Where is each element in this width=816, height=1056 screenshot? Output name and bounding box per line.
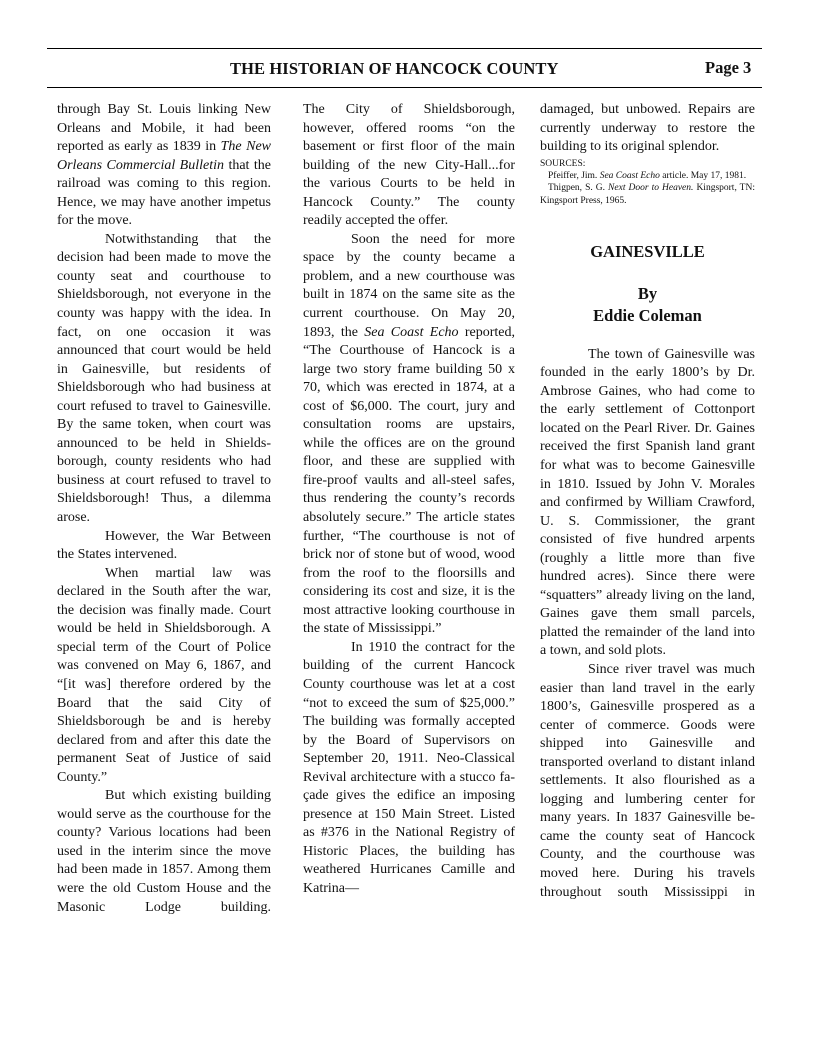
col1-paragraph-1: through Bay St. Louis linking New Orleans and Mobile, it had been reported as early as 1839 in The New Orleans Commercial Bulletin that the railroad was coming to this region. Hence, we may have another impetus for the move. xyxy=(57,102,271,229)
header-rule-bottom xyxy=(47,87,762,88)
col1-paragraph-5: But which existing building would serve as the courthouse for the county? Various locations had been used in the interim since the move had been made in 1857. Among them were the old Custom House and the Masonic Lodge building. xyxy=(57,788,271,915)
article-title: GAINESVILLE xyxy=(590,242,705,262)
col2-paragraph-1: The City of Shieldsborough, however, offered rooms “on the basement or first floor of the main building of the new City-Hall...for the various Courts to be held in Hancock County.” The county readily accepted the offer. xyxy=(303,102,515,229)
column-3 xyxy=(540,101,755,902)
byline-author: Eddie Coleman xyxy=(593,305,702,325)
col1-paragraph-4: When martial law was declared in the South after the war, the decision was finally made. Court would be held in Shieldsborough. A special term of the Court of Police was convened on May 6, 1867, and “[it was] therefore ordered by the Board that the said City of Shieldsborough be and is hereby declared from and after this date the permanent Seat of Justice of said County.” xyxy=(57,565,271,785)
column-1 xyxy=(57,101,271,917)
masthead-title: THE HISTORIAN OF HANCOCK COUNTY xyxy=(230,59,559,78)
col3-paragraph-2: The town of Gainesville was founded in the early 1800’s by Dr. Ambrose Gaines, who had come to the early settlement of Cottonport located on the Pearl River. Dr. Gaines received the first Spanish land grant for what was to become Gainesville in 1810. Issued by John V. Morales and confirmed by William Crawford, U. S. Commissioner, the grant consisted of five hundred arpents (roughly a little more than five hundred acres). Since there were “squatters” already living on the land, Gaines gave them small parcels, platted the remainder of the land into a town, and sold plots. xyxy=(540,346,755,659)
col1-paragraph-2: Notwithstanding that the decision had been made to move the county seat and courthouse to Shieldsborough, not everyone in the county was happy with the idea. In fact, on one occasion it was announced that court would be held in Gainesville, but residents of Shieldsborough who had business at court refused to travel to Gainesville. By the same token, when court was announced to be held in Shieldsborough, county residents who had business at court refused to travel to Shieldsborough! Thus, a dilemma arose. xyxy=(57,231,271,526)
col2-paragraph-2: Soon the need for more space by the county became a problem, and a new courthouse was built in 1874 on the same site as the current courthouse. On May 20, 1893, the Sea Coast Echo reported, “The Courthouse of Hancock is a large two story frame building 50 x 70, which was erected in 1874, at a cost of $6,000. The court, jury and consultation rooms are upstairs, while the offices are on the ground floor, and these are supplied with fire-proof vaults and all-steel safes, thus rendering the county’s records absolutely secure.” The article states further, “The courthouse is not of brick nor of stone but of wood, wood from the roof to the floorsills and considering its cost and size, it is the most attractive looking courthouse in the state of Mississippi.” xyxy=(303,231,516,637)
col1-paragraph-3: However, the War Between the States intervened. xyxy=(57,528,271,563)
spacer xyxy=(540,326,755,346)
source-citation-2: Thigpen, S. G. Next Door to Heaven. Kingsport, TN: Kingsport Press, 1965. xyxy=(540,183,755,206)
newspaper-title: The New Orleans Commercial Bulletin xyxy=(57,139,271,173)
source-citation-1: Pfeiffer, Jim. Sea Coast Echo article. May 17, 1981. xyxy=(548,170,747,181)
byline-by: By xyxy=(637,283,658,303)
column-2 xyxy=(303,101,515,899)
newspaper-title: Sea Coast Echo xyxy=(364,324,459,340)
col3-paragraph-3: Since river travel was much easier than land travel in the early 1800’s, Gainesville prospered as a center of commerce. Goods were shipped into Gainesville and transported overland to distant inland settlements. It also flourished as a logging and lumbering center for many years. In 1837 Gainesville became the county seat of Hancock County, and the courthouse was moved here. During his travels throughout south Mississippi in xyxy=(540,661,755,900)
page-number: Page 3 xyxy=(705,58,752,77)
sources-label: SOURCES: xyxy=(540,158,586,169)
header-rule-top xyxy=(47,48,762,49)
col2-paragraph-3: In 1910 the contract for the building of the current Hancock County courthouse was let at a cost “not to exceed the sum of $25,000.” The building was formally accepted by the Board of Supervisors on September 20, 1911. Neo-Classical Revival architecture with a stucco façade gives the edifice an imposing presence at 150 Main Street. Listed as #376 in the National Registry of Historic Places, the building has weathered Hurricanes Camille and Katrina— xyxy=(303,639,515,896)
col3-paragraph-1: damaged, but unbowed. Repairs are currently underway to restore the building to its original splendor. xyxy=(540,102,755,155)
